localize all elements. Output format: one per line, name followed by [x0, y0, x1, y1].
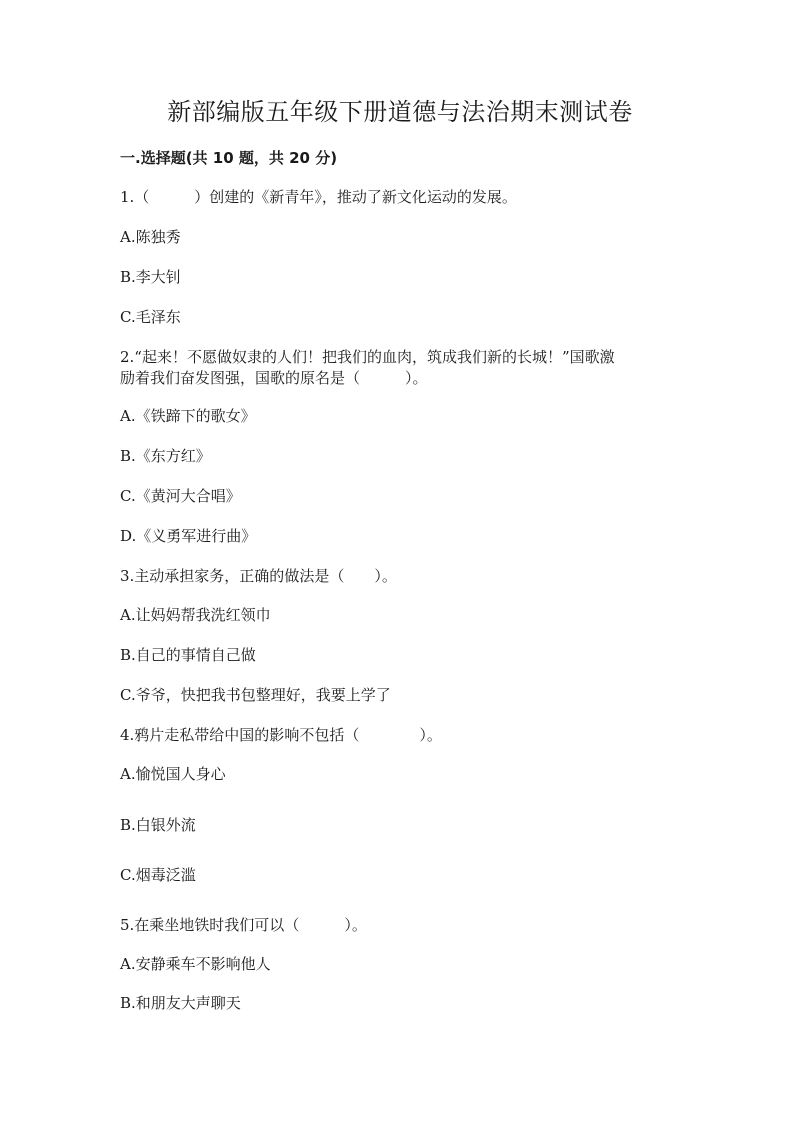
question-2-stem-line-2: 励着我们奋发图强，国歌的原名是（ ）。 — [120, 369, 428, 387]
question-4-option-b: B.白银外流 — [120, 816, 196, 834]
question-2-option-a: A.《铁蹄下的歌女》 — [120, 407, 256, 425]
question-1-option-b: B.李大钊 — [120, 268, 181, 286]
question-3-stem: 3.主动承担家务，正确的做法是（ ）。 — [120, 567, 397, 585]
question-1-option-c: C.毛泽东 — [120, 308, 181, 326]
question-5-option-b: B.和朋友大声聊天 — [120, 994, 241, 1012]
question-5-option-a: A.安静乘车不影响他人 — [120, 955, 271, 973]
question-2-option-c: C.《黄河大合唱》 — [120, 487, 241, 505]
question-3-option-a: A.让妈妈帮我洗红领巾 — [120, 606, 271, 624]
question-4-stem: 4.鸦片走私带给中国的影响不包括（ ）。 — [120, 726, 442, 744]
question-1-stem: 1.（ ）创建的《新青年》，推动了新文化运动的发展。 — [120, 188, 517, 206]
question-2-option-d: D.《义勇军进行曲》 — [120, 527, 257, 545]
question-3-option-b: B.自己的事情自己做 — [120, 646, 256, 664]
question-5-stem: 5.在乘坐地铁时我们可以（ ）。 — [120, 916, 367, 934]
question-3-option-c: C.爷爷，快把我书包整理好，我要上学了 — [120, 686, 391, 704]
question-1-option-a: A.陈独秀 — [120, 228, 181, 246]
question-4-option-a: A.愉悦国人身心 — [120, 765, 226, 783]
question-2-option-b: B.《东方红》 — [120, 447, 211, 465]
section-heading: 一.选择题(共 10 题，共 20 分) — [120, 149, 338, 167]
page-title: 新部编版五年级下册道德与法治期末测试卷 — [167, 98, 633, 126]
question-4-option-c: C.烟毒泛滥 — [120, 866, 196, 884]
question-2-stem-line-1: 2.“起来！不愿做奴隶的人们！把我们的血肉，筑成我们新的长城！”国歌激 — [120, 348, 615, 366]
